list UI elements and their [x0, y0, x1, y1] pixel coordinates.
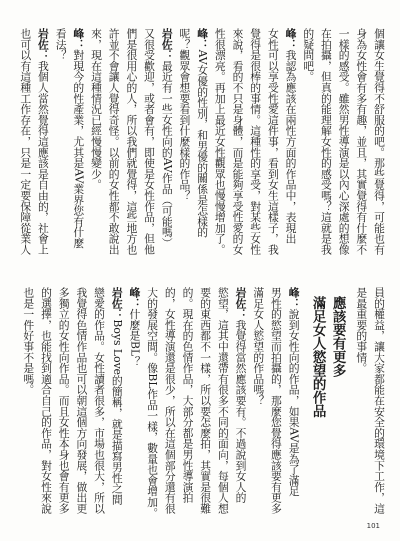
text-column — [285, 287, 303, 531]
text-column — [353, 287, 371, 531]
text-column — [126, 287, 144, 531]
speaker-label: 岩佐： — [234, 287, 248, 320]
column-text: 多獨立的女性向作品。而且女性本身也會有更多 — [57, 287, 71, 514]
column-text: 的疑問吧。 — [302, 28, 316, 82]
text-column — [34, 28, 52, 272]
column-text: Boys Love的簡稱，就是描寫男性之間 — [110, 319, 124, 505]
column-text: 對現今的性產業，尤其是AV業界您有什麼 — [72, 49, 86, 249]
column-text: 我認為應該在兩性方面的作品中，表現出 — [284, 49, 298, 245]
column-text: 性很漂亮。再加上最近女性觀眾也慢慢增加了。 — [213, 28, 227, 255]
text-column — [353, 28, 371, 272]
text-column — [179, 287, 197, 531]
column-text: AV女優的性別，和男優的關係是怎樣的 — [196, 49, 210, 238]
text-column — [176, 28, 194, 272]
column-text: 身為女性會有多有趣，並且，其實覺得有什麼不 — [355, 28, 369, 255]
text-column — [264, 28, 282, 272]
text-column — [282, 28, 300, 272]
text-column — [140, 28, 158, 272]
column-text: 們是很用心的人，所以我們就覺得，這些地方也 — [125, 28, 139, 255]
text-column — [300, 28, 318, 272]
column-text: 慾望，這其中還帶有很多不同的面向，每個人想 — [216, 287, 230, 514]
column-text: 一樣的感受。雖然男性導演是以內心深處的想像 — [337, 28, 351, 255]
column-text: 大的發展空間。像BL作品一樣，數量也會增加。 — [146, 287, 160, 519]
text-column — [90, 287, 108, 531]
column-text: 來說，看的不只是身體，而是能夠享受性愛的女 — [231, 28, 245, 255]
column-text: 什麼是BL？ — [128, 308, 142, 367]
column-text: 我覺得當然應該要有。不過說到女人的 — [234, 319, 248, 504]
text-column — [370, 287, 388, 531]
text-column — [370, 28, 388, 272]
text-column — [108, 287, 126, 531]
text-column — [161, 287, 179, 531]
speaker-label: 岩佐： — [110, 287, 124, 320]
text-column — [55, 287, 73, 531]
column-text: 員的權益，讓大家都能在安全的環境下工作，這 — [373, 287, 386, 514]
column-text: 我覺得色情作品也可以朝這個方向發展，做出更 — [75, 287, 89, 514]
speaker-label: 峰： — [196, 28, 210, 50]
column-text: 男性的慾望而拍攝的，那麼您覺得應該要有更多 — [269, 287, 283, 514]
upper-text-tier — [12, 28, 388, 272]
text-column — [158, 28, 176, 272]
text-column — [20, 287, 38, 531]
text-column — [250, 287, 268, 531]
text-column — [229, 28, 247, 272]
column-text: 最近有一些女性向的AV作品（可能嗎） — [160, 60, 174, 249]
section-heading-line-2: 滿足女人慾望的作品 — [309, 296, 326, 418]
column-text: 又很受歡迎，或者會有，即使是女性作品，但他 — [143, 28, 157, 255]
text-column — [37, 287, 55, 531]
column-text: 我個人當然覺得這應該是自由的，社會上 — [36, 60, 50, 255]
column-text: 覺得是很棒的事情。這種性的享受，對某些女性 — [249, 28, 263, 255]
text-column — [87, 28, 105, 272]
text-column — [197, 287, 215, 531]
column-text: 看法？ — [54, 28, 68, 61]
column-text: 的選擇，也能找到適合自己的作品，對女性來說 — [40, 287, 53, 514]
column-text: 戀愛的作品。女性讀者很多，市場也很大，所以 — [93, 287, 107, 514]
column-text: 個讓女生覺得不舒服的吧。那些覺得，可能也有 — [373, 28, 386, 255]
column-text: 是最重要的事情。 — [355, 287, 369, 374]
text-column — [214, 287, 232, 531]
text-column — [232, 287, 250, 531]
speaker-label: 峰： — [287, 287, 301, 309]
section-heading-line-1: 應該要有更多 — [329, 296, 346, 377]
text-column — [70, 28, 88, 272]
column-text: 也可以有這種工作存在，只是一定要保障從業人 — [19, 28, 33, 255]
text-column — [17, 28, 35, 272]
text-column — [73, 287, 91, 531]
speaker-label: 峰： — [128, 287, 142, 309]
text-column — [317, 28, 335, 272]
text-column — [105, 28, 123, 272]
text-column — [143, 287, 161, 531]
text-column — [193, 28, 211, 272]
column-text: 許並不會讓人覺得奇怪。以前的女性都不敢說出 — [107, 28, 121, 255]
column-text: 說到女性向的作品，如果AV是為了滿足 — [287, 308, 301, 497]
text-column — [335, 28, 353, 272]
column-text: 要的東西都不一樣，所以要怎麼拍，其實是很難 — [199, 287, 213, 514]
speaker-label: 岩佐： — [36, 28, 50, 61]
speaker-label: 岩佐： — [160, 28, 174, 61]
column-text: 在拍攝，但真的能理解女性的感受嗎？這就是我 — [319, 28, 333, 255]
section-heading — [303, 287, 353, 531]
lower-text-tier — [12, 287, 388, 531]
column-text: 的。現在的色情作品，大部分都是男性導演拍 — [181, 287, 195, 503]
text-column — [123, 28, 141, 272]
speaker-label: 峰： — [284, 28, 298, 50]
column-text: 女性可以享受性愛這件事，看到女生這樣子，我 — [266, 28, 280, 255]
column-text: 滿足女人慾望的作品嗎？ — [252, 287, 266, 406]
column-text: 也是一件好事不是嗎。 — [22, 287, 36, 395]
text-column — [52, 28, 70, 272]
column-text: 的，女性導演還是很少，所以在這個部分還有很 — [163, 287, 177, 514]
page-number: 101 — [366, 522, 380, 530]
speaker-label: 峰： — [72, 28, 86, 50]
column-text: 呢？觀眾會想要看到什麼樣的作品？ — [178, 28, 192, 201]
text-column — [267, 287, 285, 531]
text-column — [211, 28, 229, 272]
column-text: 來，現在這種情況已經慢慢變少。 — [90, 28, 103, 190]
text-column — [247, 28, 265, 272]
